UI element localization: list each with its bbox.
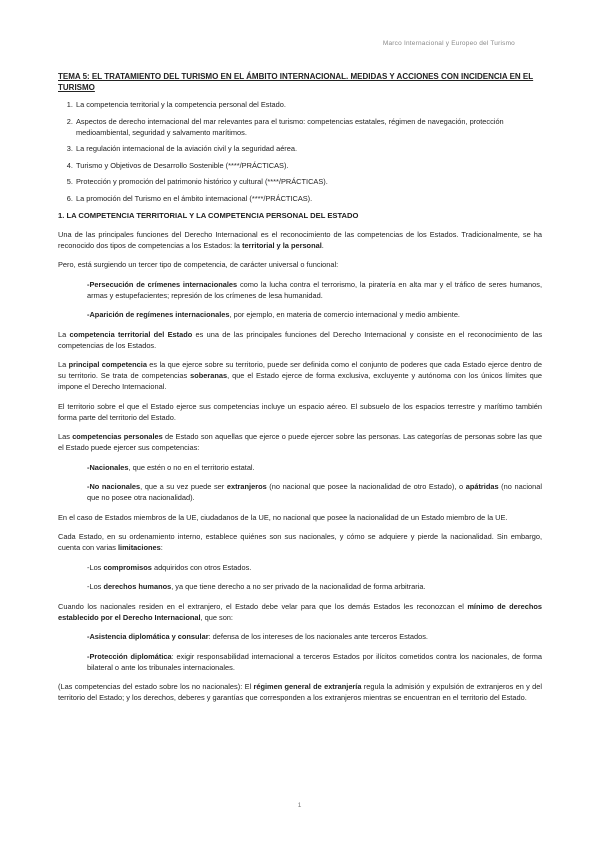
topic-item: 5. Protección y promoción del patrimonio histórico y cultural (****/PRÁCTICAS). — [75, 176, 542, 187]
paragraph-indented: -Asistencia diplomática y consular: defensa de los intereses de los nacionales ante terceros Estados. — [87, 632, 428, 641]
paragraph-indented: -Protección diplomática: exigir responsabilidad internacional a terceros Estados por ilícitos cometidos contra los nacionales, de forma bilateral o ante los tribunales internacionales. — [87, 651, 542, 672]
paragraph: Cuando los nacionales residen en el extranjero, el Estado debe velar para que los demás Estados les reconozcan el mínimo de derechos establecido por el Derecho Internacional, que son: — [58, 601, 542, 622]
paragraph-indented: -Aparición de regímenes internacionales, por ejemplo, en materia de comercio internacional y medio ambiente. — [87, 310, 460, 319]
paragraph-indented: -Nacionales, que estén o no en el territorio estatal. — [87, 462, 255, 472]
topic-item: 6. La promoción del Turismo en el ámbito internacional (****/PRÁCTICAS). — [75, 193, 542, 204]
paragraph: Las competencias personales de Estado son aquellas que ejerce o puede ejercer sobre las personas. Las categorías de personas sobre las que el Estado puede ejercer sus competencias: — [58, 432, 542, 452]
paragraph-indented: -No nacionales, que a su vez puede ser extranjeros (no nacional que posee la nacionalidad de otro Estado), o apátridas (no nacional que no posee otra nacionalidad). — [87, 482, 542, 502]
topic-list — [58, 99, 542, 204]
page-content — [58, 72, 542, 712]
paragraph-indented: -Los compromisos adquiridos con otros Estados. — [87, 562, 252, 572]
paragraph: La principal competencia es la que ejerce sobre su territorio, puede ser definida como el conjunto de poderes que cada Estado ejerce dentro de su territorio. Se trata de competencias soberanas, que el Estado ejerce de forma exclusiva, excluyente y autónoma con los únicos límites que impone el Derecho Internacional. — [58, 360, 543, 391]
paragraph: El territorio sobre el que el Estado ejerce sus competencias incluye un espacio aéreo. El subsuelo de los espacios terrestre y marítimo también forma parte del territorio del Estado. — [58, 401, 542, 422]
paragraph: Una de las principales funciones del Derecho Internacional es el reconocimiento de las competencias de los Estados. Tradicionalmente, se ha reconocido dos tipos de competencias a los Estados: la territorial y la personal. — [58, 229, 542, 250]
paragraph: En el caso de Estados miembros de la UE, ciudadanos de la UE, no nacional que posee la nacionalidad de un Estado miembro de la UE. — [58, 512, 508, 522]
paragraph: Pero, está surgiendo un tercer tipo de competencia, de carácter universal o funcional: — [58, 260, 339, 269]
topic-item: 2. Aspectos de derecho internacional del mar relevantes para el turismo: competencias estatales, régimen de navegación, protección medioambiental, seguridad y salvamento marítimos. — [75, 116, 542, 138]
topic-item: 1. La competencia territorial y la competencia personal del Estado. — [75, 99, 542, 110]
section-heading: 1. LA COMPETENCIA TERRITORIAL Y LA COMPETENCIA PERSONAL DEL ESTADO — [58, 210, 359, 220]
topic-item: 4. Turismo y Objetivos de Desarrollo Sostenible (****/PRÁCTICAS). — [75, 160, 542, 171]
topic-item: 3. La regulación internacional de la aviación civil y la seguridad aérea. — [75, 143, 542, 154]
document-title: TEMA 5: EL TRATAMIENTO DEL TURISMO EN EL ÁMBITO INTERNACIONAL. MEDIDAS Y ACCIONES CON INCIDENCIA EN EL TURISMO — [58, 72, 534, 92]
paragraph-indented: -Persecución de crímenes internacionales como la lucha contra el terrorismo, la piratería en alta mar y el tráfico de seres humanos, armas y estupefacientes; represión de los crímenes de lesa humanidad. — [87, 279, 543, 300]
page-number: 1 — [297, 802, 302, 809]
paragraph: (Las competencias del estado sobre los no nacionales): El régimen general de extranjería regula la admisión y expulsión de extranjeros en y del territorio del Estado; y los derechos, deberes y garantías que corresponden a los extranjeros mientras se encuentran en el territorio del Estado. — [58, 682, 543, 702]
paragraph-indented: -Los derechos humanos, ya que tiene derecho a no ser privado de la nacionalidad de forma arbitraria. — [87, 582, 426, 591]
paragraph: La competencia territorial del Estado es una de las principales funciones del Derecho Internacional y consiste en el reconocimiento de las competencias de los Estados. — [58, 329, 543, 350]
running-header: Marco Internacional y Europeo del Turismo — [382, 40, 515, 47]
paragraph: Cada Estado, en su ordenamiento interno, establece quiénes son sus nacionales, y cómo se adquiere y pierde la nacionalidad. Sin embargo, cuenta con varias limitaciones: — [58, 532, 542, 552]
